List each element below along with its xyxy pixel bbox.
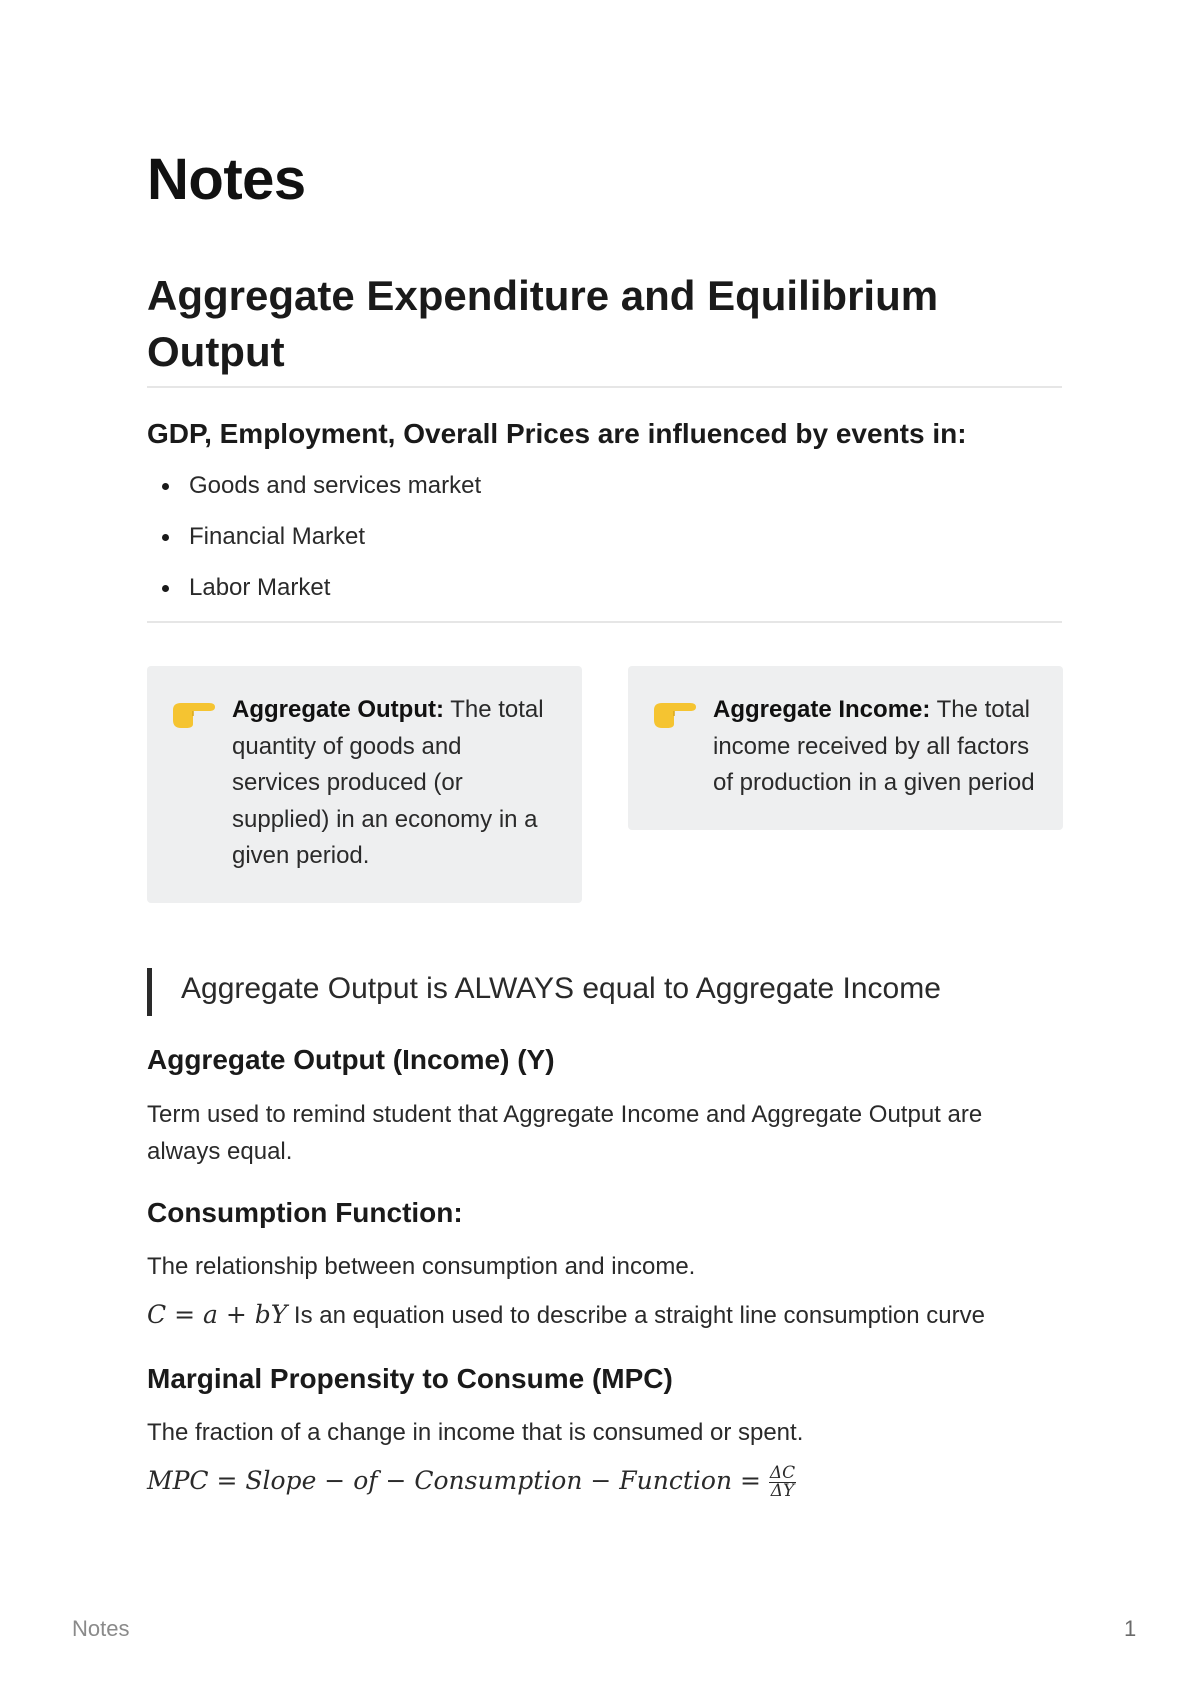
consumption-equation: C = a + bY bbox=[147, 1300, 288, 1329]
consumption-equation-line bbox=[147, 1296, 1062, 1334]
mpc-text: The fraction of a change in income that is consumed or spent. bbox=[147, 1419, 804, 1446]
callout-text: The total income received by all factors of production in a given period bbox=[713, 696, 1035, 796]
callout-term: Aggregate Income: bbox=[713, 696, 931, 723]
mpc-equation: MPC = Slope − of − Consumption − Function = bbox=[147, 1466, 769, 1495]
callout-text: The total quantity of goods and services produced (or supplied) in an economy in a given period. bbox=[232, 696, 544, 869]
pointing-hand-icon bbox=[169, 694, 217, 730]
fraction-numerator: ΔC bbox=[769, 1463, 796, 1484]
callout-term: Aggregate Output: bbox=[232, 696, 444, 723]
page-number: 1 bbox=[1124, 1616, 1137, 1641]
section-heading: Aggregate Expenditure and Equilibrium Output bbox=[147, 272, 939, 375]
aggregate-output-heading: Aggregate Output (Income) (Y) bbox=[147, 1044, 555, 1075]
mpc-heading: Marginal Propensity to Consume (MPC) bbox=[147, 1363, 673, 1394]
page-title: Notes bbox=[147, 147, 306, 212]
consumption-text: The relationship between consumption and income. bbox=[147, 1253, 696, 1280]
consumption-equation-text: Is an equation used to describe a straight line consumption curve bbox=[287, 1302, 985, 1329]
divider bbox=[147, 386, 1062, 388]
footer-label: Notes bbox=[72, 1616, 130, 1641]
mpc-equation-line bbox=[147, 1462, 1062, 1500]
consumption-heading: Consumption Function: bbox=[147, 1197, 463, 1228]
divider bbox=[147, 621, 1062, 623]
list-item: Financial Market bbox=[147, 519, 481, 570]
list-item: Labor Market bbox=[147, 570, 481, 621]
influence-heading: GDP, Employment, Overall Prices are influenced by events in: bbox=[147, 418, 967, 449]
aggregate-output-text: Term used to remind student that Aggregate Income and Aggregate Output are always equal. bbox=[147, 1101, 983, 1165]
pointing-hand-icon bbox=[650, 694, 698, 730]
list-item: Goods and services market bbox=[147, 468, 481, 519]
callout-aggregate-income bbox=[628, 666, 1063, 830]
callout-aggregate-output bbox=[147, 666, 582, 903]
quote-bar bbox=[147, 968, 152, 1016]
quote: Aggregate Output is ALWAYS equal to Aggregate Income bbox=[181, 972, 941, 1005]
mpc-fraction bbox=[769, 1465, 796, 1500]
markets-list bbox=[147, 468, 481, 621]
fraction-denominator: ΔY bbox=[770, 1481, 795, 1502]
